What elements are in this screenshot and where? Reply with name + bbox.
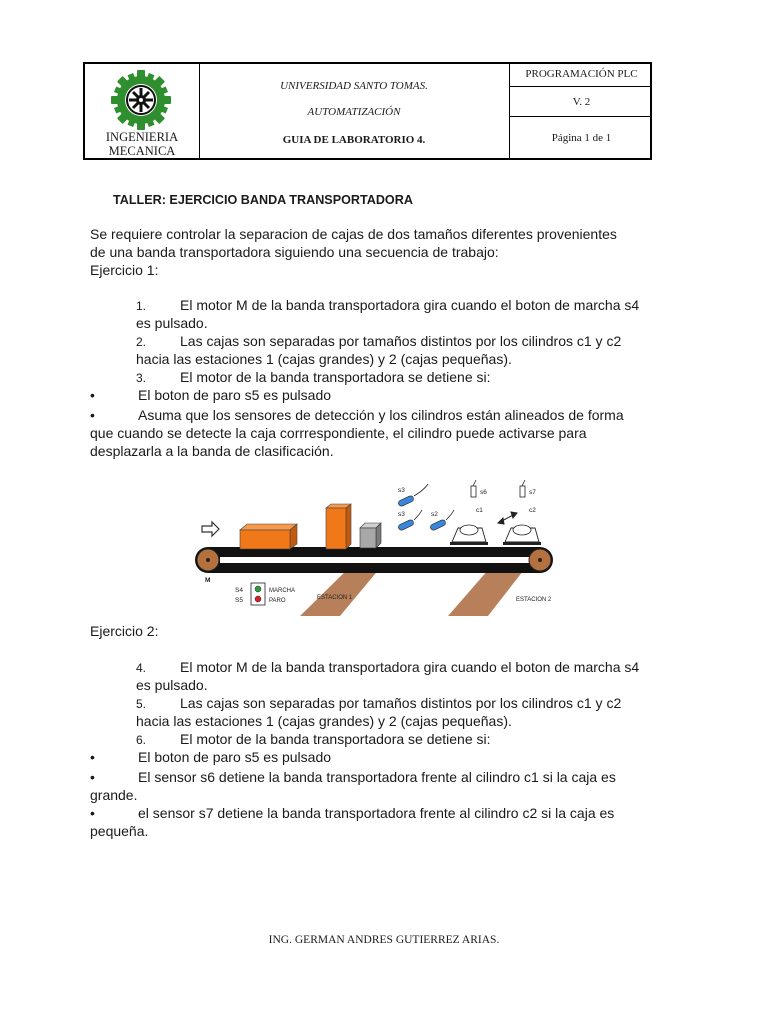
small-box <box>360 523 381 548</box>
bullet-item: • El sensor s6 detiene la banda transportadora frente al cilindro c1 si la caja es <box>90 769 616 785</box>
list-item-cont: hacia las estaciones 1 (cajas grandes) y 2 (cajas pequeñas). <box>136 713 512 729</box>
bullet-item-cont: desplazarla a la banda de clasificación. <box>90 443 334 459</box>
course-name: PROGRAMACIÓN PLC <box>525 68 638 80</box>
sensor-label: s6 <box>480 489 487 496</box>
intro-line-1: Se requiere controlar la separacion de cajas de dos tamaños diferentes provenientes <box>90 226 617 242</box>
s5-label: S5 <box>235 597 243 604</box>
list-item-cont: hacia las estaciones 1 (cajas grandes) y 2 (cajas pequeñas). <box>136 351 512 367</box>
station2-label: ESTACION 2 <box>516 597 552 603</box>
exercise1-heading: Ejercicio 1: <box>90 262 159 278</box>
sensor-s7 <box>520 480 525 497</box>
marcha-label: MARCHA <box>269 588 296 594</box>
page-title: TALLER: EJERCICIO BANDA TRANSPORTADORA <box>113 193 413 207</box>
subject-name: AUTOMATIZACIÓN <box>307 106 401 118</box>
guide-title: GUIA DE LABORATORIO 4. <box>282 134 426 146</box>
list-item: 3. El motor de la banda transportadora se detiene si: <box>136 369 491 385</box>
double-arrow-icon <box>498 512 517 524</box>
list-item-cont: es pulsado. <box>136 315 208 331</box>
exercise2-heading: Ejercicio 2: <box>90 623 159 639</box>
conveyor-diagram <box>190 470 580 620</box>
intro-line-2: de una banda transportadora siguiendo una secuencia de trabajo: <box>90 244 499 260</box>
sensor-label: s2 <box>431 511 438 518</box>
bullet-item: • El boton de paro s5 es pulsado <box>90 749 332 765</box>
bullet-item: • el sensor s7 detiene la banda transportadora frente al cilindro c2 si la caja es <box>90 805 615 821</box>
input-arrow-icon <box>202 522 219 536</box>
list-item: 5. Las cajas son separadas por tamaños distintos por los cilindros c1 y c2 <box>136 695 622 711</box>
sensor-label: s3 <box>398 511 405 518</box>
cylinder-c2 <box>503 525 541 545</box>
header-table <box>83 62 652 160</box>
list-item: 2. Las cajas son separadas por tamaños distintos por los cilindros c1 y c2 <box>136 333 622 349</box>
author-footer: ING. GERMAN ANDRES GUTIERREZ ARIAS. <box>268 934 500 946</box>
list-item-cont: es pulsado. <box>136 677 208 693</box>
bullet-item-cont: grande. <box>90 787 138 803</box>
paro-label: PARO <box>269 598 286 604</box>
version-label: V. 2 <box>572 96 591 108</box>
bullet-item: • El boton de paro s5 es pulsado <box>90 387 332 403</box>
university-gear-logo <box>109 68 173 132</box>
bullet-item-cont: pequeña. <box>90 823 149 839</box>
list-item: 6. El motor de la banda transportadora se detiene si: <box>136 731 491 747</box>
bullet-item-cont: que cuando se detecte la caja corrrespondiente, el cilindro puede activarse para <box>90 425 587 441</box>
sensor-s6 <box>471 480 476 497</box>
motor-label: M <box>205 577 211 584</box>
s4-label: S4 <box>235 587 243 594</box>
cylinder-label: c1 <box>476 507 483 514</box>
station1-label: ESTACION 1 <box>317 595 353 601</box>
start-button-icon <box>255 586 261 592</box>
tall-box <box>326 504 351 549</box>
cylinder-c1 <box>450 525 488 545</box>
bullet-item: • Asuma que los sensores de detección y los cilindros están alineados de forma <box>90 407 624 423</box>
cylinder-label: c2 <box>529 507 536 514</box>
list-item: 1. El motor M de la banda transportadora gira cuando el boton de marcha s4 <box>136 297 640 313</box>
page-label: Página 1 de 1 <box>551 132 612 144</box>
big-box <box>240 524 297 549</box>
stop-button-icon <box>255 596 261 602</box>
department-label: INGENIERIA MECANICA <box>105 130 179 158</box>
sensor-label: s7 <box>529 489 536 496</box>
list-item: 4. El motor M de la banda transportadora gira cuando el boton de marcha s4 <box>136 659 640 675</box>
sensor-label: s3 <box>398 487 405 494</box>
university-name: UNIVERSIDAD SANTO TOMAS. <box>280 80 428 92</box>
